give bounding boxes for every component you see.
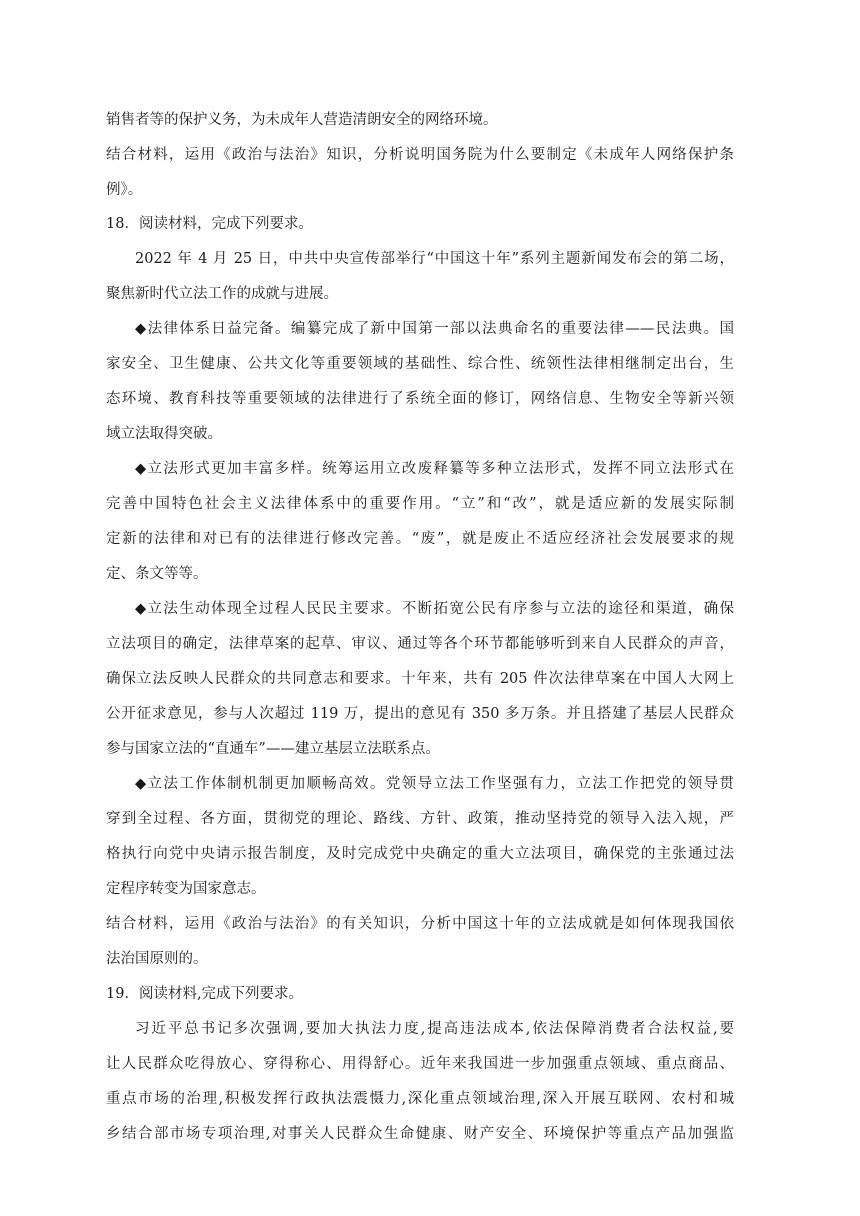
question-prompt-line: 例》。 (106, 182, 143, 198)
text-line: 定、条文等等。 (106, 566, 208, 582)
bullet-paragraph-line: ◆法律体系日益完备。编纂完成了新中国第一部以法典命名的重要法律——民法典。国 (135, 321, 734, 337)
text-line: 域立法取得突破。 (106, 426, 222, 442)
text-line: 重点市场的治理,积极发挥行政执法震慑力,深化重点领域治理,深入开展互联网、农村和城 (106, 1091, 734, 1107)
question-18-heading: 18．阅读材料，完成下列要求。 (106, 216, 313, 232)
text-line: 销售者等的保护义务，为未成年人营造清朗安全的网络环境。 (106, 112, 498, 128)
text-line: 确保立法反映人民群众的共同意志和要求。十年来，共有 205 件次法律草案在中国人大网上 (106, 671, 734, 687)
text-line: 公开征求意见，参与人次超过 119 万，提出的意见有 350 多万条。并且搭建了基层人民群众 (106, 706, 734, 722)
question-19-heading: 19．阅读材料,完成下列要求。 (106, 986, 304, 1002)
text-line: 参与国家立法的“直通车”——建立基层立法联系点。 (106, 741, 440, 757)
text-line: 家安全、卫生健康、公共文化等重要领域的基础性、综合性、统领性法律相继制定出台，生 (106, 356, 734, 372)
text-line: 习近平总书记多次强调,要加大执法力度,提高违法成本,依法保障消费者合法权益,要 (135, 1021, 734, 1037)
text-line: 态环境、教育科技等重要领域的法律进行了系统全面的修订，网络信息、生物安全等新兴领 (106, 391, 734, 407)
question-prompt-line: 法治国原则的。 (106, 951, 208, 967)
bullet-paragraph-line: ◆立法形式更加丰富多样。统筹运用立改废释纂等多种立法形式，发挥不同立法形式在 (135, 461, 734, 477)
question-prompt-line: 结合材料，运用《政治与法治》的有关知识，分析中国这十年的立法成就是如何体现我国依 (106, 916, 734, 932)
text-line: 穿到全过程、各方面，贯彻党的理论、路线、方针、政策，推动坚持党的领导入法入规，严 (106, 811, 734, 827)
text-line: 格执行向党中央请示报告制度，及时完成党中央确定的重大立法项目，确保党的主张通过法 (106, 846, 734, 862)
bullet-paragraph-line: ◆立法生动体现全过程人民民主要求。不断拓宽公民有序参与立法的途径和渠道，确保 (135, 601, 734, 617)
bullet-paragraph-line: ◆立法工作体制机制更加顺畅高效。党领导立法工作坚强有力，立法工作把党的领导贯 (135, 776, 734, 792)
text-line: 聚焦新时代立法工作的成就与进展。 (106, 286, 338, 302)
question-prompt-line: 结合材料，运用《政治与法治》知识，分析说明国务院为什么要制定《未成年人网络保护条 (106, 147, 734, 163)
text-line: 立法项目的确定，法律草案的起草、审议、通过等各个环节都能够听到来自人民群众的声音， (106, 636, 734, 652)
text-line: 乡结合部市场专项治理,对事关人民群众生命健康、财产安全、环境保护等重点产品加强监 (106, 1126, 734, 1142)
text-line: 让人民群众吃得放心、穿得称心、用得舒心。近年来我国进一步加强重点领域、重点商品、 (106, 1056, 734, 1072)
text-line: 2022 年 4 月 25 日，中共中央宣传部举行“中国这十年”系列主题新闻发布会的第二场， (135, 251, 734, 267)
text-line: 完善中国特色社会主义法律体系中的重要作用。“立”和“改”，就是适应新的发展实际制 (106, 496, 734, 512)
text-line: 定新的法律和对已有的法律进行修改完善。“废”，就是废止不适应经济社会发展要求的规 (106, 531, 734, 547)
text-line: 定程序转变为国家意志。 (106, 881, 266, 897)
